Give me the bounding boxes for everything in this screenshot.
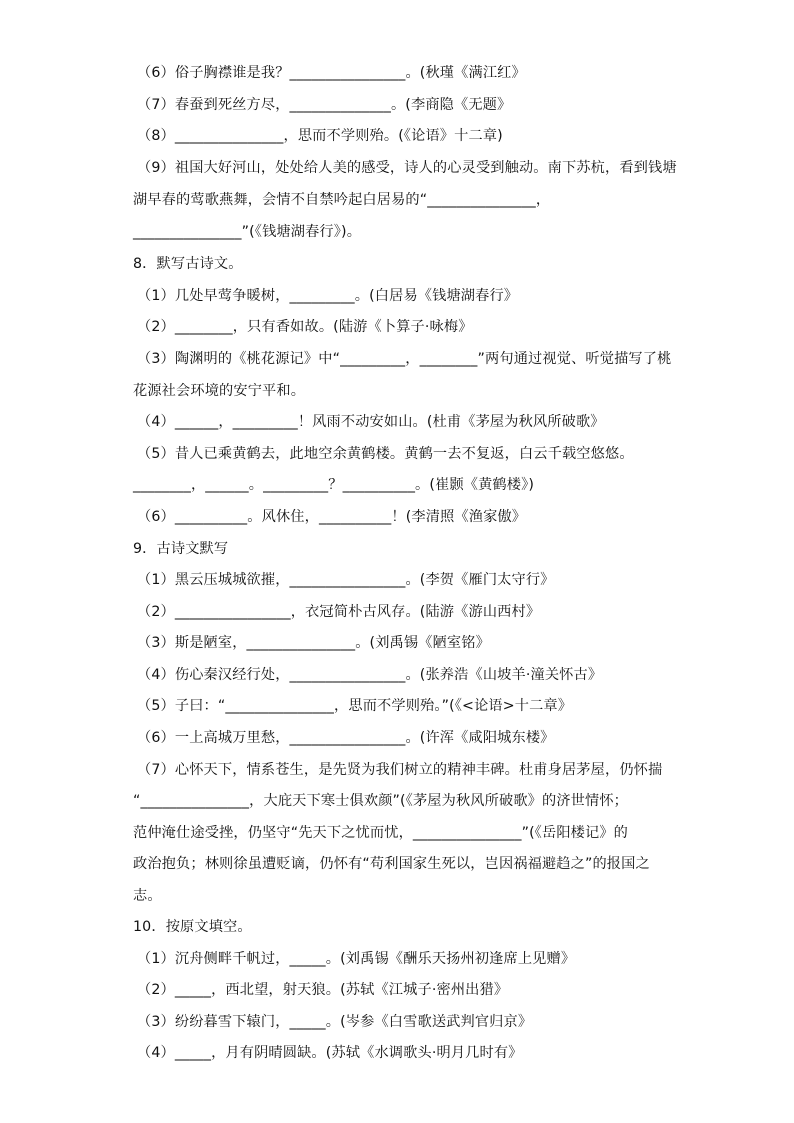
question-line: （4）______，_________！风雨不动安如山。(杜甫《茅屋为秋风所破歌》 [137, 414, 605, 430]
section-heading: 10．按原文填空。 [133, 919, 252, 935]
question-line: （6）一上高城万里愁，________________。(许浑《咸阳城东楼》 [137, 730, 555, 746]
question-line: （7）心怀天下，情系苍生，是先贤为我们树立的精神丰碑。杜甫身居茅屋，仍怀揣 [137, 762, 663, 778]
question-line: （2）________，只有香如故。(陆游《卜算子·咏梅》 [137, 319, 473, 335]
question-line: （1）几处早莺争暖树，_________。(白居易《钱塘湖春行》 [137, 288, 519, 304]
question-line: 湖早春的莺歌燕舞，会情不自禁吟起白居易的“_______________， [133, 192, 551, 208]
question-line: （4）_____，月有阴晴圆缺。(苏轼《水调歌头·明月几时有》 [137, 1045, 523, 1061]
question-line: （4）伤心秦汉经行处，________________。(张养浩《山坡羊·潼关怀古》 [137, 667, 603, 683]
question-line: （1）黑云压城城欲摧，________________。(李贺《雁门太守行》 [137, 572, 555, 588]
question-line: _______________”(《钱塘湖春行》)。 [133, 224, 362, 240]
question-line: （2）_____，西北望，射天狼。(苏轼《江城子·密州出猎》 [137, 982, 509, 998]
question-line: （5）子曰：“_______________，思而不学则殆。”(《<论语>十二章》 [137, 698, 573, 714]
question-line: “_______________，大庇天下寒士俱欢颜”(《茅屋为秋风所破歌》的济世情怀； [133, 793, 629, 809]
question-line: 范仲淹仕途受挫，仍坚守“先天下之忧而忧，_______________”(《岳阳楼记》的 [133, 825, 629, 841]
question-line: ________，______。_________？__________。(崔颢《黄鹤楼》) [133, 477, 535, 493]
question-line: （6）__________。风休住，__________！(李清照《渔家傲》 [137, 509, 527, 525]
question-line: 花源社会环境的安宁平和。 [133, 383, 306, 399]
section-heading: 9．古诗文默写 [133, 541, 229, 557]
question-line: 政治抱负；林则徐虽遭贬谪，仍怀有“苟利国家生死以，岂因祸福避趋之”的报国之 [133, 856, 650, 872]
question-line: （1）沉舟侧畔千帆过，_____。(刘禹锡《酬乐天扬州初逢席上见赠》 [137, 951, 576, 967]
question-line: （6）俗子胸襟谁是我？________________。(秋瑾《满江红》 [137, 65, 526, 81]
question-line: （5）昔人已乘黄鹤去，此地空余黄鹤楼。黄鹤一去不复返，白云千载空悠悠。 [137, 446, 634, 462]
question-line: （7）春蚕到死丝方尽，______________。(李商隐《无题》 [137, 97, 512, 113]
question-line: （3）斯是陋室，_______________。(刘禹锡《陋室铭》 [137, 635, 490, 651]
question-line: （3）纷纷暮雪下辕门，_____。(岑参《白雪歌送武判官归京》 [137, 1014, 533, 1030]
question-line: 志。 [133, 888, 162, 904]
question-line: （3）陶渊明的《桃花源记》中“_________，________”两句通过视觉、听觉描写了桃 [137, 351, 672, 367]
section-heading: 8．默写古诗文。 [133, 256, 243, 272]
question-line: （2）________________，衣冠简朴古风存。(陆游《游山西村》 [137, 604, 541, 620]
question-line: （9）祖国大好河山，处处给人美的感受，诗人的心灵受到触动。南下苏杭，看到钱塘 [137, 160, 677, 176]
question-line: （8）_______________，思而不学则殆。(《论语》十二章) [137, 128, 503, 144]
